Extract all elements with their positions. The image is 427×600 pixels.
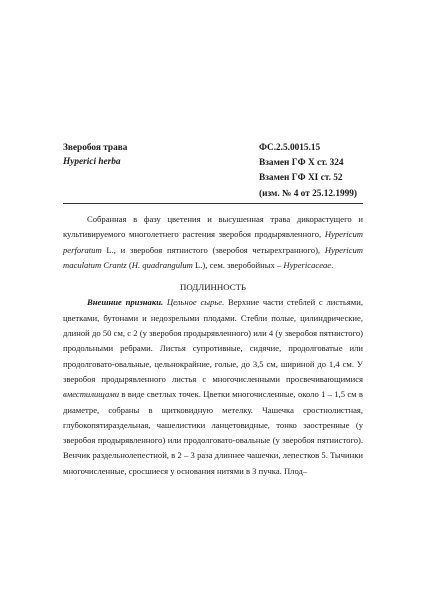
latin-name-2: Hypericum maculatum Crantz [63,244,363,270]
document-title: Зверобоя трава [63,143,128,153]
latin-name-1: Hypericum perforatum [63,229,363,255]
latin-name-4: Hypericaceae [283,259,332,270]
intro-text-5: . [331,259,334,270]
header-right [259,141,357,202]
header-divider [63,203,363,204]
description-text-2: в виде светлых точек. Цветки многочисленные, около 1 – 1,5 см в диаметре, собраны в щитковидную метелку. Чашечка сростнолистная, глубокопятираздельная, чашелистики ланцетовидные, тонко заостренные (у зверобоя продырявленного) или продолговато-овальные (у зверобоя пятнистого). Венчик раздельнолепестной, в 2 – 3 раза длиннее чашечки, лепестков 5. Тычинки многочисленные, сросшиеся у основания нитями в 3 пучка. Плод– [63,389,363,476]
intro-text-1: Собранная в фазу цветения и высушенная трава дикорастущего и культивируемого многолетнего растения зверобоя продырявленного, [63,214,363,240]
description-emphasis: вместилищами [63,389,120,400]
replaces-line-2: Взамен ГФ XI ст. 52 [259,173,343,184]
replaces-line-1: Взамен ГФ X ст. 324 [259,158,344,169]
intro-text-2: L., и зверобоя пятнистого (зверобоя четырехгранного), [101,244,325,255]
description-lead: Внешние признаки. [87,297,164,308]
header-left [63,141,127,169]
description-subhead: Цельное сырье. [163,297,225,308]
intro-paragraph [63,212,363,273]
section-heading: ПОДЛИННОСТЬ [179,282,247,293]
description-paragraph [63,295,363,479]
intro-text-4: L.), сем. зверобойных – [192,259,284,270]
description-text-1: Верхние части стеблей с листьями, цветками, бутонами и недозрелыми плодами. Стебли полые, цилиндрические, длиной до 50 см, с 2 (у зверобоя продырявленного) или 4 (у зверобоя пятнистого) продольными ребрами. Листья супротивные, сидячие, продолговатые или продолговато-овальные, цельнокрайние, голые, до 3,5 см, шириной до 1,4 см. У зверобоя продырявленного листья с многочисленными просвечивающимися [63,297,363,384]
latin-name-3: H. quadrangulum [131,259,193,270]
latin-title: Hyperici herba [63,157,121,167]
document-body [63,212,363,479]
amendment-line: (изм. № 4 от 25.12.1999) [259,188,358,199]
document-code: ФС.2.5.0015.15 [259,143,321,153]
intro-text-3: ( [126,259,132,270]
